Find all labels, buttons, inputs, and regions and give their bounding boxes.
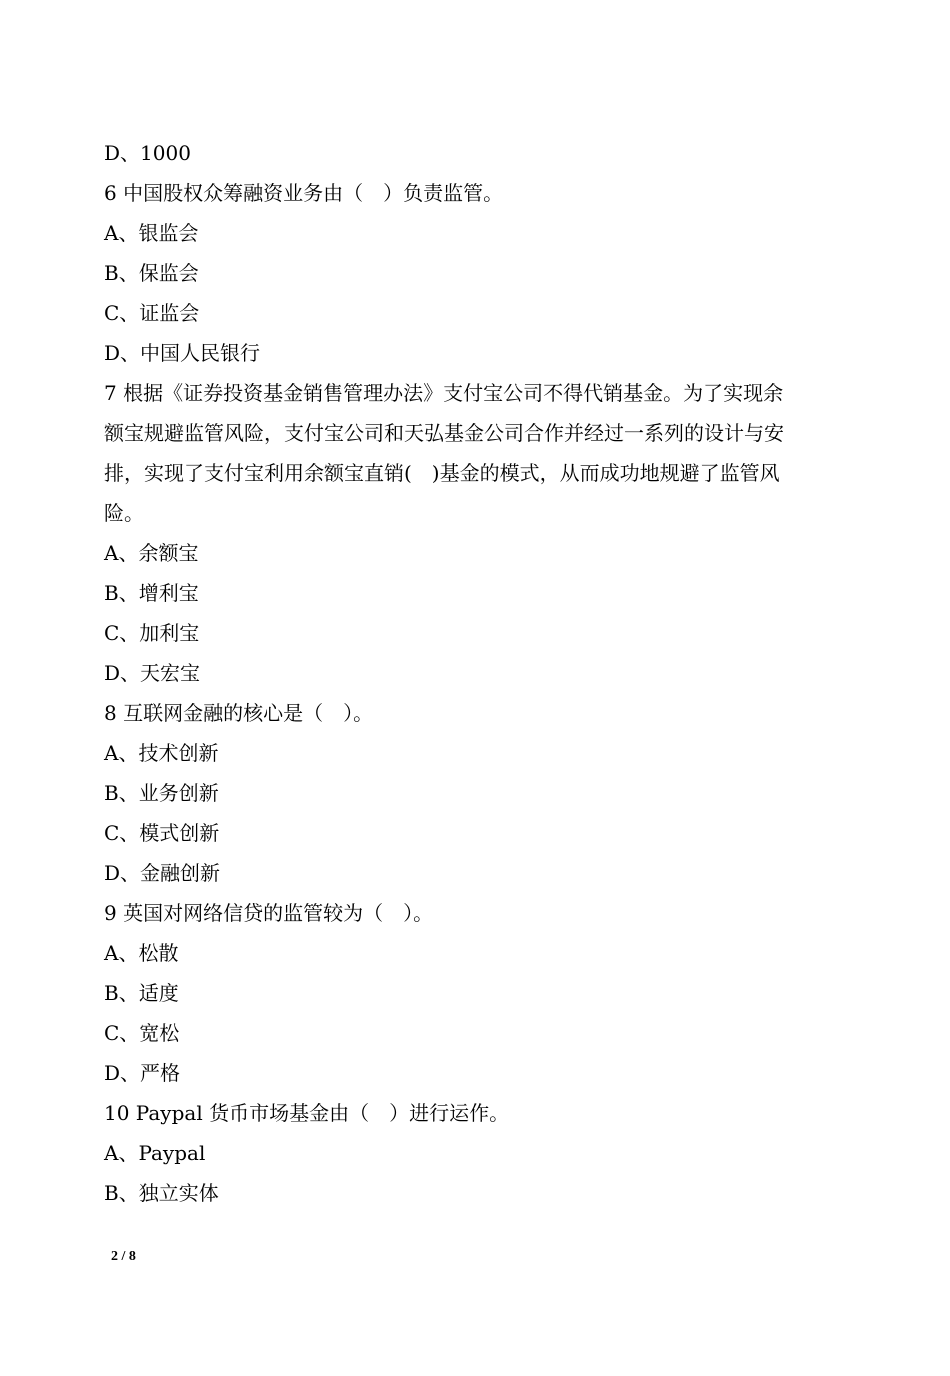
option-a-q10: A、Paypal xyxy=(104,1141,206,1165)
option-b-q7: B、增利宝 xyxy=(104,581,199,605)
option-b-q10: B、独立实体 xyxy=(104,1181,219,1205)
option-c-q6: C、证监会 xyxy=(104,301,200,325)
question-9: 9 英国对网络信贷的监管较为（ ）。 xyxy=(104,901,434,925)
question-7-line-1: 7 根据《证券投资基金销售管理办法》支付宝公司不得代销基金。为了实现余 xyxy=(104,381,784,405)
option-a-q6: A、银监会 xyxy=(104,221,199,245)
option-d-q5: D、1000 xyxy=(104,141,191,165)
question-10: 10 Paypal 货币市场基金由（ ）进行运作。 xyxy=(104,1101,510,1125)
question-7-line-3: 排，实现了支付宝利用余额宝直销( )基金的模式，从而成功地规避了监管风 xyxy=(104,461,780,485)
question-6: 6 中国股权众筹融资业务由（ ）负责监管。 xyxy=(104,181,504,205)
option-d-q9: D、严格 xyxy=(104,1061,181,1085)
question-8: 8 互联网金融的核心是（ ）。 xyxy=(104,701,374,725)
option-b-q9: B、适度 xyxy=(104,981,179,1005)
option-c-q7: C、加利宝 xyxy=(104,621,200,645)
option-d-q7: D、天宏宝 xyxy=(104,661,201,685)
option-a-q8: A、技术创新 xyxy=(104,741,219,765)
option-c-q8: C、模式创新 xyxy=(104,821,220,845)
question-7-line-4: 险。 xyxy=(104,501,144,525)
option-d-q6: D、中国人民银行 xyxy=(104,341,261,365)
option-a-q9: A、松散 xyxy=(104,941,179,965)
page-number: 2 / 8 xyxy=(111,1249,136,1264)
option-d-q8: D、金融创新 xyxy=(104,861,221,885)
question-7-line-2: 额宝规避监管风险，支付宝公司和天弘基金公司合作并经过一系列的设计与安 xyxy=(104,421,784,445)
option-b-q8: B、业务创新 xyxy=(104,781,219,805)
option-b-q6: B、保监会 xyxy=(104,261,199,285)
option-a-q7: A、余额宝 xyxy=(104,541,199,565)
option-c-q9: C、宽松 xyxy=(104,1021,180,1045)
